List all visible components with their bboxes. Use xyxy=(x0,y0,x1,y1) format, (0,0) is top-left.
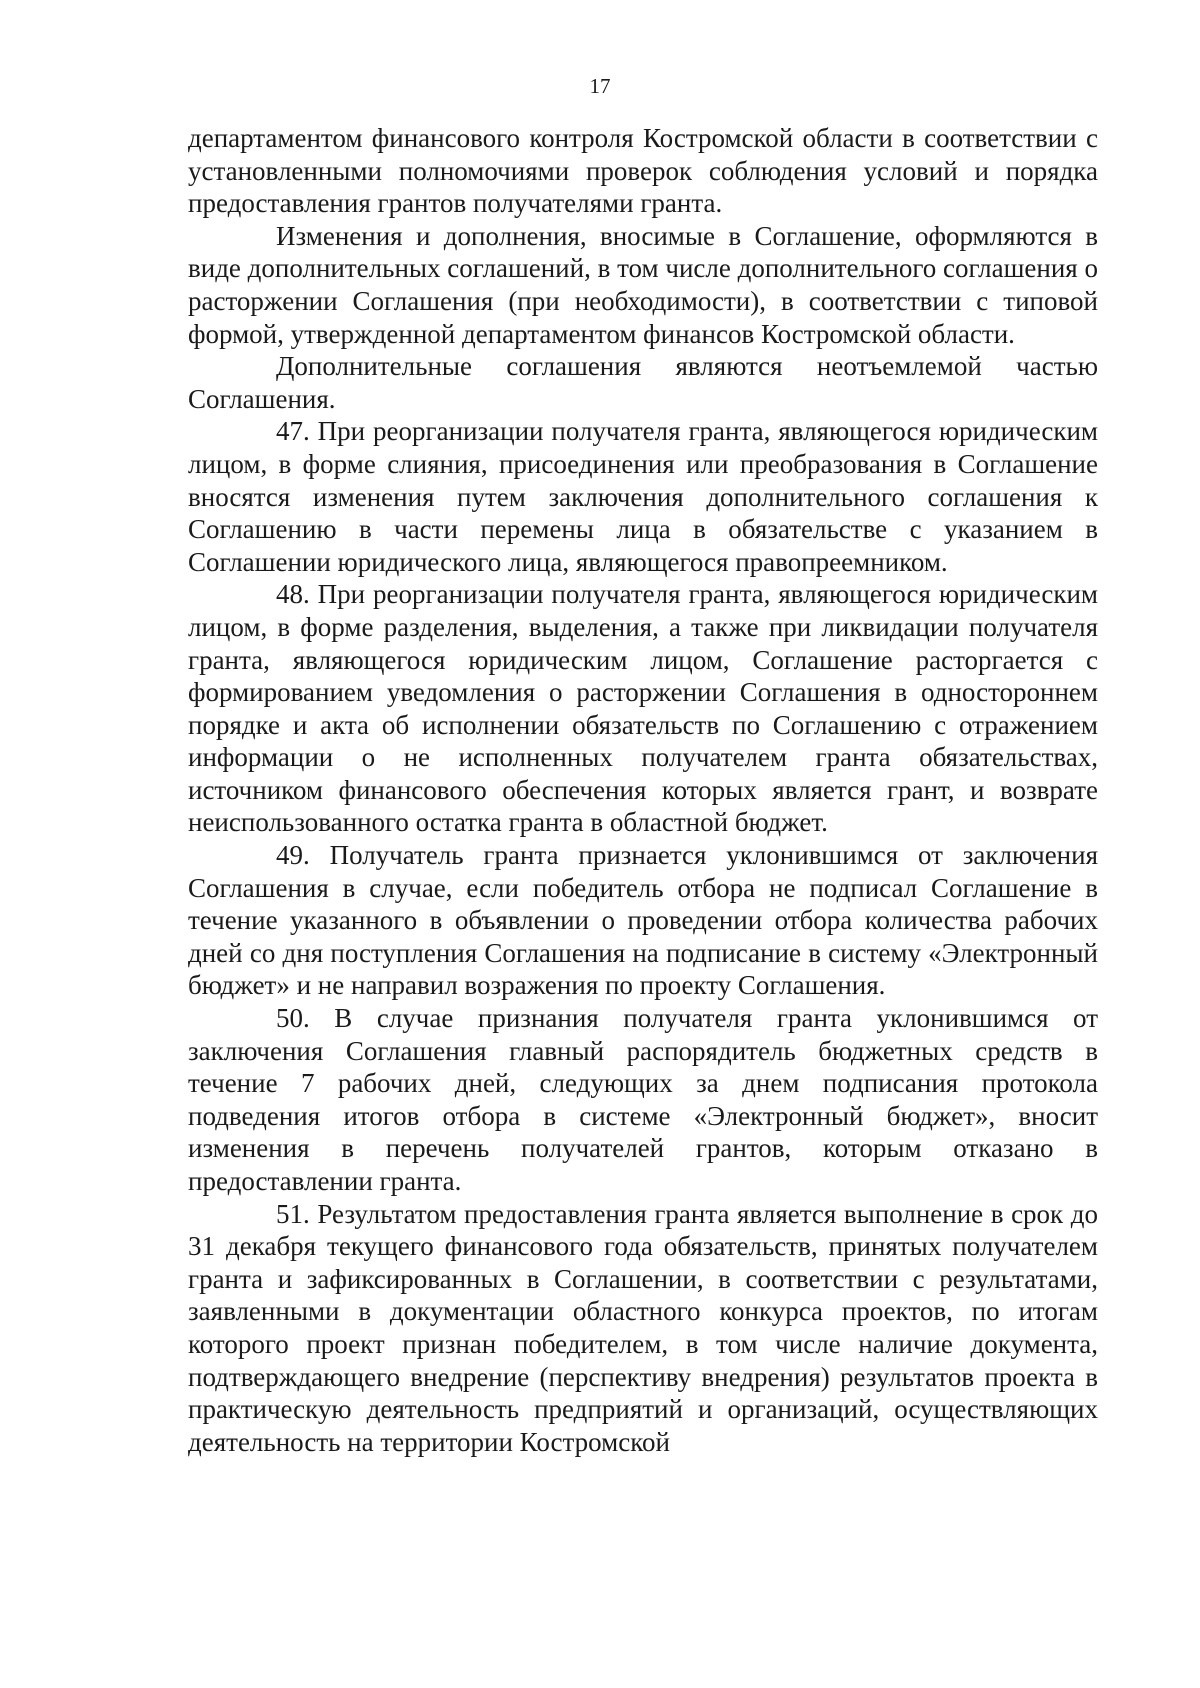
page-number: 17 xyxy=(589,74,611,98)
paragraph-agreement-amendments: Изменения и дополнения, вносимые в Соглашение, оформляются в виде дополнительных соглашений, в том числе дополнительного соглашения о расторжении Соглашения (при необходимости), в соответствии с типовой формой, утвержденной департаментом финансов Костромской области. xyxy=(188,220,1098,349)
paragraph-agreement-control: департаментом финансового контроля Костромской области в соответствии с установленными полномочиями проверок соблюдения условий и порядка предоставления грантов получателями гранта. xyxy=(188,123,1098,219)
paragraph-clause-47: 47. При реорганизации получателя гранта, являющегося юридическим лицом, в форме слияния, присоединения или преобразования в Соглашение вносятся изменения путем заключения дополнительного соглашения к Соглашению в части перемены лица в обязательстве с указанием в Соглашении юридического лица, являющегося правопреемником. xyxy=(188,416,1098,577)
paragraph-clause-48: 48. При реорганизации получателя гранта, являющегося юридическим лицом, в форме разделения, выделения, а также при ликвидации получателя гранта, являющегося юридическим лицом, Соглашение расторгается с формированием уведомления о расторжении Соглашения в одностороннем порядке и акта об исполнении обязательств по Соглашению с отражением информации о не исполненных получателем гранта обязательствах, источником финансового обеспечения которых является грант, и возврате неиспользованного остатка гранта в областной бюджет. xyxy=(188,579,1098,838)
paragraph-clause-49: 49. Получатель гранта признается уклонившимся от заключения Соглашения в случае, если победитель отбора не подписал Соглашение в течение указанного в объявлении о проведении отбора количества рабочих дней со дня поступления Соглашения на подписание в систему «Электронный бюджет» и не направил возражения по проекту Соглашения. xyxy=(188,840,1098,1001)
paragraph-additional-agreements: Дополнительные соглашения являются неотъемлемой частью Соглашения. xyxy=(188,351,1098,414)
document-body xyxy=(188,122,1098,1458)
paragraph-clause-51: 51. Результатом предоставления гранта является выполнение в срок до 31 декабря текущего финансового года обязательств, принятых получателем гранта и зафиксированных в Соглашении, в соответствии с результатами, заявленными в документации областного конкурса проектов, по итогам которого проект признан победителем, в том числе наличие документа, подтверждающего внедрение (перспективу внедрения) результатов проекта в практическую деятельность предприятий и организаций, осуществляющих деятельность на территории Костромской xyxy=(188,1198,1098,1457)
paragraph-clause-50: 50. В случае признания получателя гранта уклонившимся от заключения Соглашения главный распорядитель бюджетных средств в течение 7 рабочих дней, следующих за днем подписания протокола подведения итогов отбора в системе «Электронный бюджет», вносит изменения в перечень получателей грантов, которым отказано в предоставлении гранта. xyxy=(188,1003,1098,1196)
